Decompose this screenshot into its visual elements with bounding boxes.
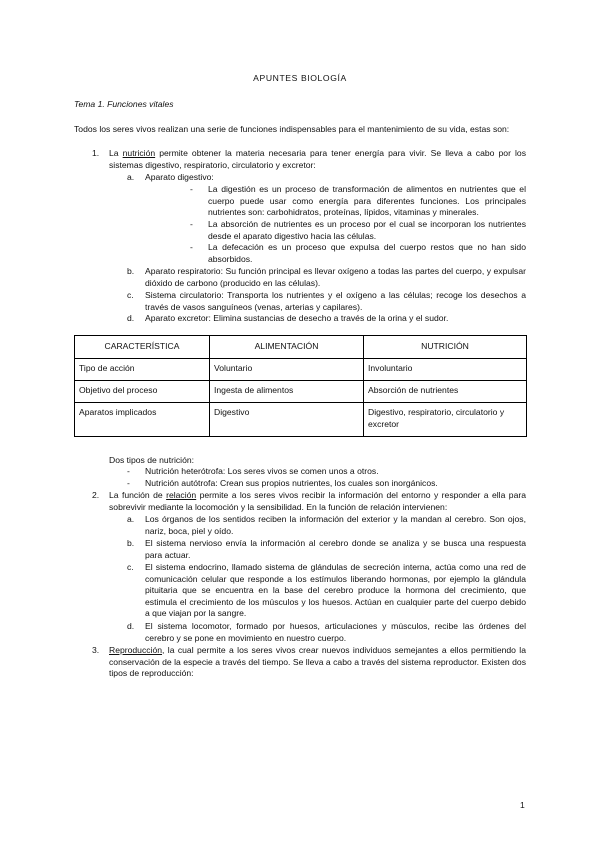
nutrition-types-heading: Dos tipos de nutrición: bbox=[109, 455, 195, 465]
text-fragment: permite a los seres vivos recibir la información del entorno y responder a ella para sobrevivir mediante la locomoción y la sensibilidad. En la función de relación intervienen: bbox=[109, 490, 526, 512]
page-number: 1 bbox=[520, 800, 525, 810]
table-cell: Objetivo del proceso bbox=[75, 381, 210, 403]
relation-paragraph bbox=[109, 490, 526, 513]
dash-bullet: - bbox=[190, 242, 193, 252]
table-row bbox=[75, 359, 527, 381]
dash-bullet: - bbox=[127, 478, 130, 488]
sub-item-endocrine: El sistema endocrino, llamado sistema de glándulas de secreción interna, actúa como una red de comunicación celular que responde a los estímulos liberando hormonas, por ejemplo la glándula pituitaria que se encuentra en la base del cerebro produce la hormona del crecimiento, que estimula el crecimiento de los músculos y los huesos. Actúan en cualquier parte del cuerpo debido a que viajan por la sangre. bbox=[145, 562, 526, 619]
table-row bbox=[75, 403, 527, 437]
text-fragment: La bbox=[109, 148, 123, 158]
sub-item-excretory: Aparato excretor: Elimina sustancias de desecho a través de la orina y el sudor. bbox=[145, 313, 449, 323]
autotrophic-item: Nutrición autótrofa: Crean sus propios nutrientes, los cuales son inorgánicos. bbox=[145, 478, 438, 488]
intro-paragraph: Todos los seres vivos realizan una serie de funciones indispensables para el mantenimiento de su vida, estas son: bbox=[74, 124, 510, 134]
sub-letter: b. bbox=[127, 266, 135, 276]
dash-bullet: - bbox=[190, 219, 193, 229]
defecation-item: La defecación es un proceso que expulsa del cuerpo restos que no han sido absorbidos. bbox=[208, 242, 526, 264]
nutrition-paragraph bbox=[109, 148, 526, 171]
sub-letter: a. bbox=[127, 172, 135, 182]
table-cell: Absorción de nutrientes bbox=[364, 381, 527, 403]
table-header-row bbox=[75, 336, 527, 359]
table-cell: Involuntario bbox=[364, 359, 527, 381]
heterotrophic-item: Nutrición heterótrofa: Los seres vivos se comen unos a otros. bbox=[145, 466, 379, 476]
sub-item-respiratory: Aparato respiratorio: Su función principal es llevar oxígeno a todas las partes del cuerpo, y expulsar dióxido de carbono (producido en las células). bbox=[145, 266, 526, 288]
sub-letter: c. bbox=[127, 290, 134, 300]
table-row bbox=[75, 381, 527, 403]
sub-item-locomotor: El sistema locomotor, formado por huesos, articulaciones y músculos, recibe las órdenes del cerebro y se pone en movimiento en nuestro cuerpo. bbox=[145, 621, 526, 643]
digestion-item: La digestión es un proceso de transformación de alimentos en nutrientes que el cuerpo puede usar como energía para diferentes funciones. Los principales nutrientes son: carbohidratos, proteínas, lípidos, vitaminas y minerales. bbox=[208, 184, 526, 218]
relation-term: relación bbox=[166, 490, 197, 500]
sub-letter: b. bbox=[127, 538, 135, 548]
text-fragment: permite obtener la materia necesaria para tener energía para vivir. Se lleva a cabo por los sistemas digestivo, respiratorio, circulatorio y excretor: bbox=[109, 148, 526, 170]
sub-item-circulatory: Sistema circulatorio: Transporta los nutrientes y el oxígeno a las células; recoge los desechos a través de vasos sanguíneos (venas, arterias y capilares). bbox=[145, 290, 526, 312]
document-title: APUNTES BIOLOGÍA bbox=[253, 73, 347, 83]
sub-letter: a. bbox=[127, 514, 135, 524]
column-header: CARACTERÍSTICA bbox=[75, 336, 210, 359]
column-header: NUTRICIÓN bbox=[364, 336, 527, 359]
dash-bullet: - bbox=[127, 466, 130, 476]
reproduction-paragraph bbox=[109, 645, 526, 680]
sub-letter: c. bbox=[127, 562, 134, 572]
item-number: 1. bbox=[92, 148, 100, 158]
table-cell: Digestivo, respiratorio, circulatorio y excretor bbox=[364, 403, 527, 437]
column-header: ALIMENTACIÓN bbox=[210, 336, 364, 359]
comparison-table bbox=[74, 335, 527, 437]
table-cell: Aparatos implicados bbox=[75, 403, 210, 437]
sub-letter: d. bbox=[127, 621, 135, 631]
item-number: 2. bbox=[92, 490, 100, 500]
reproduction-term: Reproducción bbox=[109, 645, 163, 655]
table-cell: Ingesta de alimentos bbox=[210, 381, 364, 403]
sub-item-senses: Los órganos de los sentidos reciben la información del exterior y la mandan al cerebro. Son ojos, nariz, boca, piel y oído. bbox=[145, 514, 526, 536]
table-cell: Digestivo bbox=[210, 403, 364, 437]
item-number: 3. bbox=[92, 645, 100, 655]
dash-bullet: - bbox=[190, 184, 193, 194]
text-fragment: La función de bbox=[109, 490, 167, 500]
sub-item-nervous: El sistema nervioso envía la información al cerebro donde se analiza y se busca una respuesta para actuar. bbox=[145, 538, 526, 560]
sub-letter: d. bbox=[127, 313, 135, 323]
text-fragment: , la cual permite a los seres vivos crear nuevos individuos semejantes a ellos permitiendo la conservación de la especie a través del tiempo. Se lleva a cabo a través del sistema reproductor. Existen dos tipos de reproducción: bbox=[109, 645, 526, 679]
topic-heading: Tema 1. Funciones vitales bbox=[74, 99, 174, 109]
nutrition-term: nutrición bbox=[122, 148, 156, 158]
table-cell: Voluntario bbox=[210, 359, 364, 381]
sub-item-digestive: Aparato digestivo: bbox=[145, 172, 214, 182]
table-cell: Tipo de acción bbox=[75, 359, 210, 381]
absorption-item: La absorción de nutrientes es un proceso por el cual se incorporan los nutrientes desde el aparato digestivo hacia las células. bbox=[208, 219, 526, 241]
